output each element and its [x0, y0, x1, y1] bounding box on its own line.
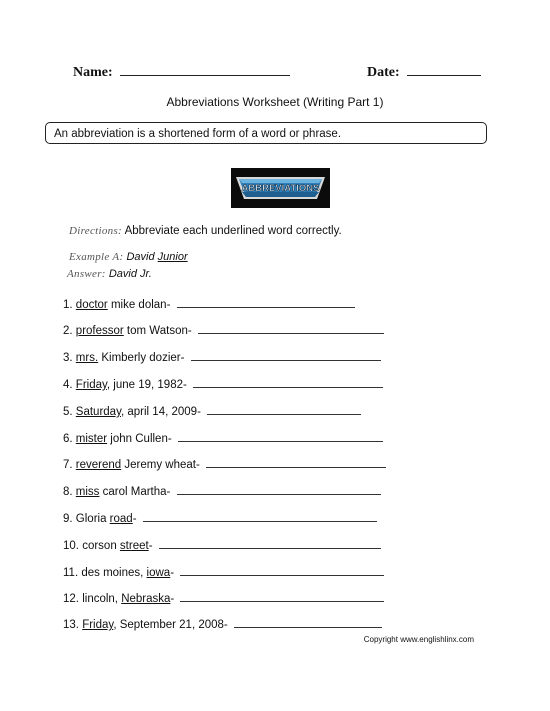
- answer-blank-line[interactable]: [143, 510, 377, 522]
- item-suffix: john Cullen-: [107, 433, 172, 445]
- item-suffix: -: [148, 540, 153, 552]
- worksheet-title: Abbreviations Worksheet (Writing Part 1): [166, 95, 384, 109]
- date-blank-line[interactable]: [407, 63, 481, 76]
- item-number: 2.: [63, 325, 73, 337]
- answer-line: [67, 268, 152, 280]
- item-number: 11.: [63, 567, 79, 579]
- list-item: [63, 483, 381, 498]
- item-number: 8.: [63, 486, 73, 498]
- item-underlined-word: road: [109, 513, 133, 525]
- item-underlined-word: mrs.: [75, 352, 99, 364]
- answer-blank-line[interactable]: [191, 349, 381, 361]
- answer-blank-line[interactable]: [234, 616, 382, 628]
- answer-label: Answer:: [67, 268, 106, 280]
- answer-blank-line[interactable]: [159, 537, 381, 549]
- list-item: [63, 616, 382, 631]
- list-item: [63, 296, 355, 311]
- answer-blank-line[interactable]: [177, 483, 381, 495]
- name-blank-line[interactable]: [120, 63, 290, 76]
- list-item: [63, 349, 381, 364]
- list-item: [63, 590, 384, 605]
- directions-text: Abbreviate each underlined word correctly.: [124, 225, 342, 237]
- item-underlined-word: Friday: [82, 619, 114, 631]
- example-before: David: [126, 251, 158, 263]
- answer-blank-line[interactable]: [193, 376, 383, 388]
- example-label: Example A:: [69, 251, 124, 263]
- item-prefix: Gloria: [75, 513, 110, 525]
- answer-text: David Jr.: [108, 268, 152, 280]
- list-item: [63, 322, 384, 337]
- item-underlined-word: mister: [75, 433, 108, 445]
- item-suffix: -: [170, 593, 175, 605]
- item-number: 12.: [63, 593, 79, 605]
- date-label: Date:: [367, 65, 400, 80]
- item-number: 5.: [63, 406, 73, 418]
- answer-blank-line[interactable]: [180, 564, 384, 576]
- item-underlined-word: reverend: [75, 459, 122, 471]
- name-field[interactable]: [73, 63, 290, 81]
- list-item: [63, 456, 386, 471]
- answer-blank-line[interactable]: [198, 322, 384, 334]
- item-suffix: Jeremy wheat-: [121, 459, 200, 471]
- banner-text: ABBREVIATIONS: [241, 183, 320, 194]
- item-number: 10.: [63, 540, 79, 552]
- item-suffix: tom Watson-: [123, 325, 192, 337]
- item-underlined-word: iowa: [146, 567, 171, 579]
- item-suffix: , april 14, 2009-: [120, 406, 201, 418]
- item-number: 7.: [63, 459, 73, 471]
- item-underlined-word: doctor: [75, 299, 108, 311]
- directions-line: [69, 225, 342, 237]
- list-item: [63, 537, 381, 552]
- directions-label: Directions:: [69, 225, 122, 237]
- example-underlined: Junior: [157, 251, 188, 263]
- copyright-text: Copyright www.englishlinx.com: [363, 635, 474, 644]
- answer-blank-line[interactable]: [206, 456, 386, 468]
- item-number: 13.: [63, 619, 79, 631]
- item-number: 4.: [63, 379, 73, 391]
- item-suffix: carol Martha-: [99, 486, 171, 498]
- item-number: 9.: [63, 513, 73, 525]
- item-number: 1.: [63, 299, 73, 311]
- item-underlined-word: professor: [75, 325, 124, 337]
- answer-blank-line[interactable]: [177, 296, 355, 308]
- item-suffix: -: [132, 513, 137, 525]
- item-underlined-word: street: [119, 540, 149, 552]
- item-suffix: -: [170, 567, 175, 579]
- name-label: Name:: [73, 65, 113, 80]
- list-item: [63, 403, 361, 418]
- list-item: [63, 510, 377, 525]
- date-field[interactable]: [367, 63, 481, 81]
- item-suffix: , September 21, 2008-: [113, 619, 228, 631]
- list-item: [63, 376, 383, 391]
- item-underlined-word: Nebraska: [121, 593, 171, 605]
- item-suffix: mike dolan-: [107, 299, 171, 311]
- item-number: 3.: [63, 352, 73, 364]
- item-suffix: , june 19, 1982-: [106, 379, 187, 391]
- item-underlined-word: Friday: [75, 379, 107, 391]
- item-underlined-word: Saturday: [75, 406, 121, 418]
- answer-blank-line[interactable]: [180, 590, 384, 602]
- abbreviations-banner: [231, 168, 330, 208]
- answer-blank-line[interactable]: [207, 403, 361, 415]
- definition-box: An abbreviation is a shortened form of a word or phrase.: [45, 122, 487, 144]
- list-item: [63, 430, 383, 445]
- item-prefix: des moines,: [81, 567, 147, 579]
- item-number: 6.: [63, 433, 73, 445]
- item-prefix: corson: [82, 540, 120, 552]
- answer-blank-line[interactable]: [178, 430, 383, 442]
- banner-graphic: [231, 168, 330, 208]
- item-prefix: lincoln,: [82, 593, 122, 605]
- example-line: [69, 251, 188, 263]
- list-item: [63, 564, 384, 579]
- item-suffix: Kimberly dozier-: [98, 352, 185, 364]
- item-underlined-word: miss: [75, 486, 100, 498]
